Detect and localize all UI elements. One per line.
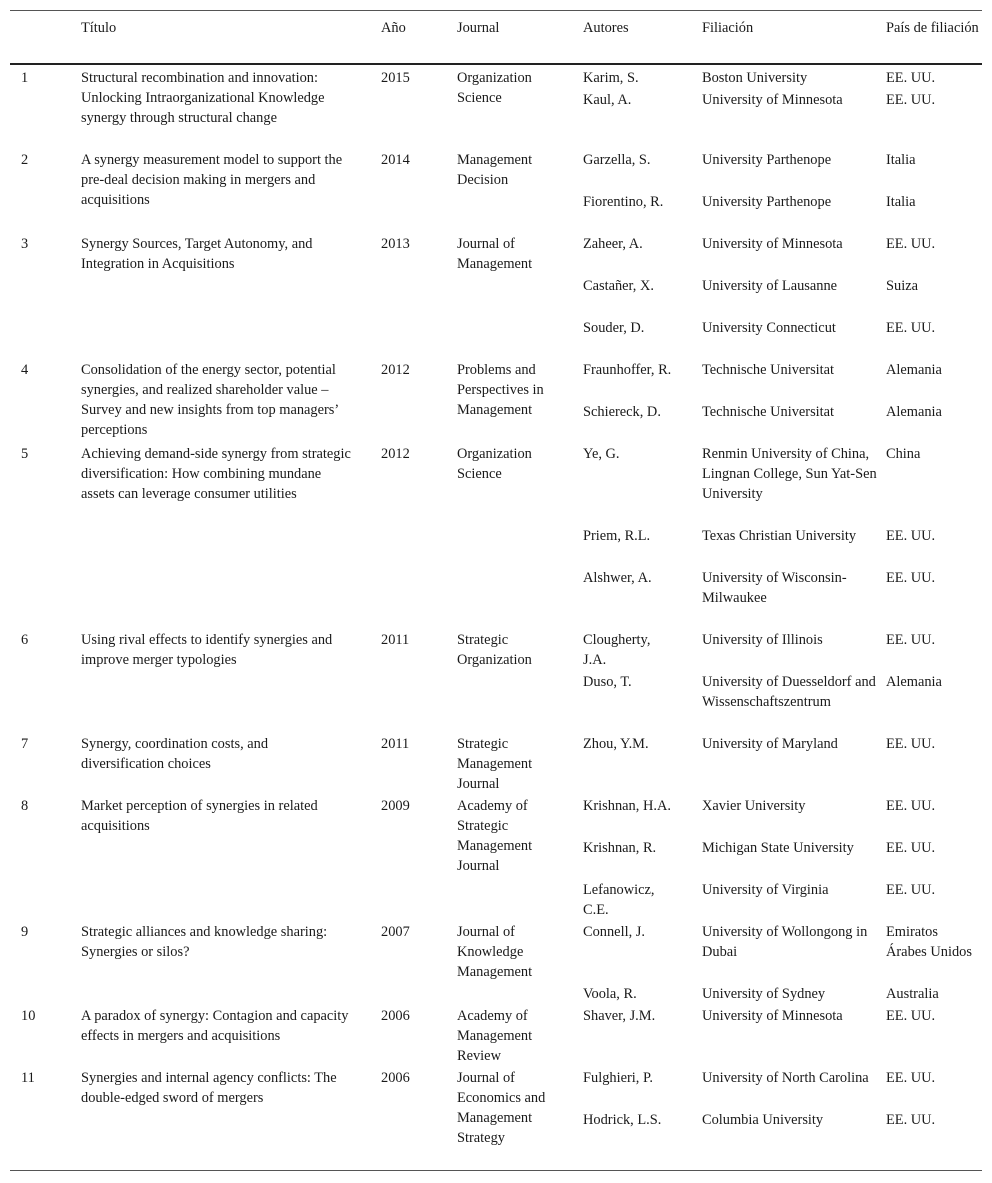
author-country: Alemania [886, 362, 942, 378]
author-name: Schiereck, D. [583, 404, 661, 420]
author-name: Ye, G. [583, 446, 620, 462]
author-affiliation: University of Sydney [702, 986, 826, 1002]
row-number: 6 [21, 632, 29, 648]
table-header [10, 11, 982, 65]
author-country: EE. UU. [886, 320, 936, 336]
row-number: 7 [21, 736, 29, 752]
author-country: EE. UU. [886, 840, 936, 856]
author-affiliation: Technische Universitat [702, 362, 835, 378]
author-country: EE. UU. [886, 882, 936, 898]
row-title: A synergy measurement model to support the pre-deal decision making in mergers and acquisitions [81, 152, 343, 208]
author-country: EE. UU. [886, 236, 936, 252]
row-year: 2013 [381, 236, 410, 252]
author-name: Kaul, A. [583, 92, 632, 108]
author-name: Krishnan, H.A. [583, 798, 671, 814]
row-journal: Journal of Knowledge Management [457, 924, 533, 980]
table-row [10, 627, 982, 731]
author-affiliation: Texas Christian University [702, 528, 857, 544]
table-row [10, 147, 982, 231]
row-number: 10 [21, 1008, 36, 1024]
row-year: 2007 [381, 924, 410, 940]
author-name: Karim, S. [583, 70, 639, 86]
author-name: Zhou, Y.M. [583, 736, 649, 752]
author-name: Voola, R. [583, 986, 637, 1002]
table-bottom-rule [10, 1170, 982, 1171]
table-row [10, 65, 982, 147]
author-name: Duso, T. [583, 674, 632, 690]
author-affiliation: University of North Carolina [702, 1070, 869, 1086]
table-body [10, 65, 982, 1169]
author-country: EE. UU. [886, 1008, 936, 1024]
author-country: Italia [886, 194, 916, 210]
author-name: Alshwer, A. [583, 570, 652, 586]
author-affiliation: University of Minnesota [702, 1008, 843, 1024]
row-title: Structural recombination and innovation: Unlocking Intraorganizational Knowledge synergy through structural change [81, 70, 325, 126]
author-affiliation: Michigan State University [702, 840, 854, 856]
row-number: 1 [21, 70, 29, 86]
author-country: China [886, 446, 921, 462]
author-affiliation: University of Minnesota [702, 92, 843, 108]
table-row [10, 357, 982, 441]
author-name: Fiorentino, R. [583, 194, 664, 210]
author-country: EE. UU. [886, 92, 936, 108]
author-affiliation: University Parthenope [702, 152, 832, 168]
header-affiliation: Filiación [702, 20, 754, 36]
table-row [10, 731, 982, 793]
row-journal: Strategic Management Journal [457, 736, 533, 792]
author-country: Australia [886, 986, 939, 1002]
row-journal: Management Decision [457, 152, 533, 188]
author-affiliation: University of Illinois [702, 632, 823, 648]
row-journal: Problems and Perspectives in Management [457, 362, 544, 418]
author-country: Italia [886, 152, 916, 168]
row-title: Achieving demand-side synergy from strategic diversification: How combining mundane assets can leverage consumer utilities [81, 446, 351, 502]
author-affiliation: Xavier University [702, 798, 806, 814]
author-country: EE. UU. [886, 736, 936, 752]
row-number: 4 [21, 362, 29, 378]
row-number: 9 [21, 924, 29, 940]
row-title: Using rival effects to identify synergies and improve merger typologies [81, 632, 333, 668]
table-row [10, 441, 982, 627]
row-journal: Strategic Organization [457, 632, 532, 668]
author-name: Lefanowicz, C.E. [583, 882, 655, 918]
row-journal: Journal of Economics and Management Strategy [457, 1070, 546, 1146]
row-year: 2012 [381, 446, 410, 462]
row-year: 2006 [381, 1070, 410, 1086]
row-journal: Academy of Management Review [457, 1008, 533, 1064]
row-year: 2011 [381, 632, 410, 648]
row-number: 3 [21, 236, 29, 252]
author-affiliation: University of Duesseldorf and Wissenschaftszentrum [702, 674, 876, 710]
author-affiliation: Columbia University [702, 1112, 824, 1128]
row-year: 2014 [381, 152, 410, 168]
author-name: Souder, D. [583, 320, 645, 336]
author-country: EE. UU. [886, 1070, 936, 1086]
author-name: Hodrick, L.S. [583, 1112, 662, 1128]
author-affiliation: University of Minnesota [702, 236, 843, 252]
author-affiliation: University of Wollongong in Dubai [702, 924, 868, 960]
publications-table [10, 10, 982, 1169]
author-affiliation: Technische Universitat [702, 404, 835, 420]
author-country: EE. UU. [886, 1112, 936, 1128]
row-title: Market perception of synergies in related acquisitions [81, 798, 318, 834]
header-year: Año [381, 20, 406, 36]
author-affiliation: University Connecticut [702, 320, 836, 336]
author-country: EE. UU. [886, 70, 936, 86]
row-title: Strategic alliances and knowledge sharing: Synergies or silos? [81, 924, 328, 960]
author-country: Alemania [886, 404, 942, 420]
author-affiliation: Boston University [702, 70, 808, 86]
author-name: Zaheer, A. [583, 236, 643, 252]
row-title: Synergies and internal agency conflicts: The double-edged sword of mergers [81, 1070, 337, 1106]
row-year: 2011 [381, 736, 410, 752]
table-row [10, 1003, 982, 1065]
author-affiliation: University of Lausanne [702, 278, 838, 294]
author-name: Castañer, X. [583, 278, 654, 294]
author-country: EE. UU. [886, 632, 936, 648]
author-name: Connell, J. [583, 924, 645, 940]
row-journal: Journal of Management [457, 236, 533, 272]
header-country: País de filiación [886, 20, 979, 36]
author-name: Priem, R.L. [583, 528, 651, 544]
row-number: 5 [21, 446, 29, 462]
author-country: Emiratos Árabes Unidos [886, 924, 972, 960]
author-affiliation: University of Maryland [702, 736, 838, 752]
row-journal: Organization Science [457, 70, 532, 106]
author-affiliation: University of Virginia [702, 882, 829, 898]
author-name: Garzella, S. [583, 152, 651, 168]
row-title: Consolidation of the energy sector, potential synergies, and realized shareholder value –Survey and new insights from top managers’ perceptions [81, 362, 339, 438]
row-journal: Academy of Strategic Management Journal [457, 798, 533, 874]
author-affiliation: Renmin University of China, Lingnan College, Sun Yat-Sen University [702, 446, 877, 502]
table-row [10, 919, 982, 1003]
author-name: Shaver, J.M. [583, 1008, 656, 1024]
row-journal: Organization Science [457, 446, 532, 482]
row-title: Synergy Sources, Target Autonomy, and Integration in Acquisitions [81, 236, 313, 272]
row-year: 2009 [381, 798, 410, 814]
author-country: EE. UU. [886, 570, 936, 586]
row-year: 2006 [381, 1008, 410, 1024]
row-title: Synergy, coordination costs, and diversification choices [81, 736, 269, 772]
row-number: 8 [21, 798, 29, 814]
author-country: EE. UU. [886, 528, 936, 544]
author-affiliation: University Parthenope [702, 194, 832, 210]
table-row [10, 231, 982, 357]
author-country: Suiza [886, 278, 918, 294]
author-country: EE. UU. [886, 798, 936, 814]
table-row [10, 793, 982, 919]
author-name: Clougherty, J.A. [583, 632, 651, 668]
author-name: Krishnan, R. [583, 840, 657, 856]
row-year: 2012 [381, 362, 410, 378]
author-country: Alemania [886, 674, 942, 690]
author-name: Fulghieri, P. [583, 1070, 653, 1086]
header-title: Título [81, 20, 117, 36]
header-authors: Autores [583, 20, 629, 36]
table-row [10, 1065, 982, 1169]
author-name: Fraunhoffer, R. [583, 362, 672, 378]
row-year: 2015 [381, 70, 410, 86]
row-number: 2 [21, 152, 29, 168]
row-number: 11 [21, 1070, 35, 1086]
row-title: A paradox of synergy: Contagion and capacity effects in mergers and acquisitions [81, 1008, 349, 1044]
author-affiliation: University of Wisconsin-Milwaukee [702, 570, 847, 606]
header-journal: Journal [457, 20, 500, 36]
